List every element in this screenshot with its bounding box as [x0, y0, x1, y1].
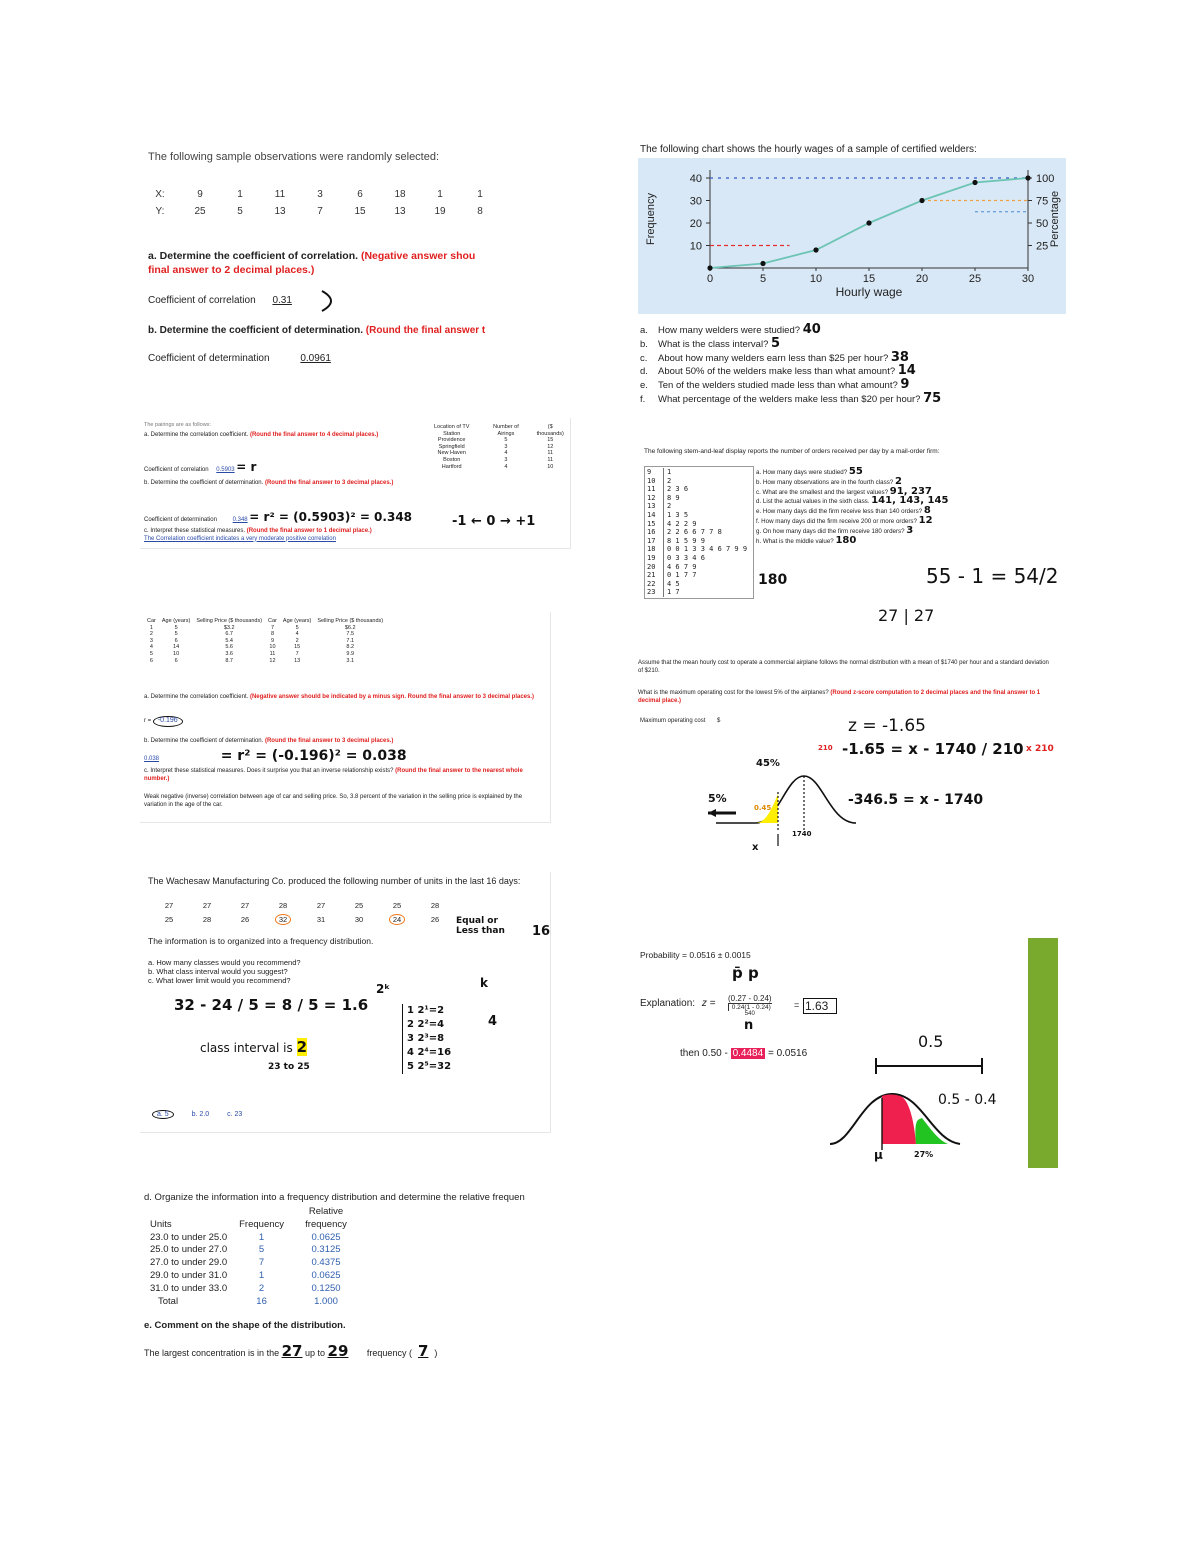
stem-row: 16 2 2 6 6 7 7 8 — [647, 528, 722, 537]
table-cell: 6.7 — [225, 631, 233, 638]
xy-table — [140, 186, 500, 220]
question-list — [640, 324, 941, 407]
car-price-table — [144, 618, 386, 664]
handwritten-answer: 5 — [771, 335, 781, 351]
answer-c: c. 23 — [227, 1111, 243, 1118]
unit-cell: 24 — [378, 912, 416, 926]
table-cell: 0.0625 — [311, 1270, 341, 1282]
table-cell: Springfield — [438, 443, 465, 450]
stem-row: 9 1 — [647, 468, 672, 476]
table-cell: Hartford — [441, 463, 462, 470]
hand-eq: -1.65 = x - 1740 / 210 — [842, 740, 1024, 758]
stem-row: 19 0 3 3 4 6 — [647, 553, 705, 562]
det-answer: Coefficient of determination 0.0961 — [148, 353, 331, 364]
question-b: b. Determine the coefficient of determination. (Round the final answer to 3 decimal places.) — [144, 738, 394, 744]
units-table — [150, 898, 454, 926]
table-cell: 9 — [270, 637, 275, 644]
hand-interval: class interval is 2 — [200, 1038, 308, 1056]
y-tick-label: 40 — [689, 173, 702, 185]
k-row: 2 2²=4 — [407, 1019, 445, 1030]
tv-station-table — [422, 424, 570, 470]
header-cell: Car — [147, 618, 156, 624]
y-cell: 19 — [434, 206, 446, 217]
question-b: b. What class interval would you suggest? — [148, 967, 288, 976]
question-item: g. On how many days did the firm receive 180 orders? 3 — [756, 524, 914, 536]
k-row: 5 2⁵=32 — [407, 1061, 452, 1072]
table-cell: Total — [158, 1295, 179, 1307]
table-cell: 5 — [295, 624, 299, 631]
y2-tick-label: 75 — [1036, 195, 1049, 208]
scale-sketch: -1 ← 0 → +1 — [452, 514, 536, 529]
question-item: e. How many days did the firm receive less than 140 orders? 8 — [756, 505, 931, 517]
table-cell: 11 — [547, 456, 554, 463]
intro-text: The following stem-and-leaf display reports the number of orders received per day by a mail-order firm: — [644, 448, 940, 455]
question-list — [756, 468, 1056, 546]
correlation-exercise-2 — [140, 418, 571, 549]
table-cell: 3 — [504, 443, 508, 450]
welders-ogive-exercise — [636, 140, 1066, 410]
correlation-exercise-1 — [140, 140, 560, 380]
hand-n: n — [744, 1018, 754, 1033]
question-a: a. Determine the coefficient of correlation. (Negative answer shou final answer to 2 decimal places.) — [148, 250, 476, 276]
x-label: X: — [155, 189, 165, 200]
table-cell: 1 — [149, 624, 153, 631]
handwritten-answer: 2 — [894, 475, 902, 487]
stem-row: 21 0 1 7 7 — [647, 571, 697, 580]
table-cell: 5 — [149, 650, 153, 657]
bell-curve-sketch — [696, 768, 866, 858]
question-list — [148, 958, 301, 985]
table-cell: 2 — [258, 1282, 265, 1294]
question-item: a. How many welders were studied? 40 — [640, 322, 821, 337]
header-cell: Car — [268, 618, 277, 624]
x-tick-label: 5 — [759, 273, 767, 285]
header-cell: Age (years) — [161, 618, 191, 624]
hand-45: 45% — [756, 758, 780, 769]
table-cell: 6 — [174, 657, 178, 664]
answers — [152, 1110, 242, 1119]
table-cell: 7.1 — [346, 637, 355, 644]
stem-row: 14 1 3 5 — [647, 510, 689, 519]
table-cell: 6 — [149, 657, 153, 664]
table-cell: 25.0 to under 27.0 — [150, 1244, 228, 1256]
handwritten-answer: 141, 143, 145 — [871, 495, 949, 507]
answer-c: Weak negative (inverse) correlation between age of car and selling price. So, 3.8 percent of the variation in the selling price is explained by the variation in the age of the car. — [144, 794, 523, 808]
handwritten-answer: 40 — [802, 322, 821, 337]
hand-split: 27 | 27 — [878, 606, 935, 625]
stem-leaf-display — [644, 466, 754, 599]
info-text: The information is to organized into a frequency distribution. — [148, 936, 374, 946]
stem-row: 15 4 2 2 9 — [647, 519, 697, 528]
unit-cell: 32 — [264, 912, 302, 926]
y-axis-label: Frequency — [645, 193, 657, 245]
stem-row: 20 4 6 7 9 — [647, 562, 697, 571]
question-c: c. Interpret these statistical measures. (Round the final answer to 1 decimal place.) The Correlation coefficient indicates a very moderate positive correlation — [144, 528, 372, 542]
hand-diff: 0.5 - 0.4 — [938, 1092, 997, 1108]
r-answer: r = -0.196 — [144, 716, 183, 727]
header-cell: Frequency — [239, 1218, 285, 1230]
y-tick-label: 30 — [689, 195, 702, 208]
table-cell: 4 — [149, 644, 153, 651]
header-cell: Selling Price ($ thousands) — [317, 618, 384, 624]
table-cell: 3 — [504, 456, 508, 463]
intro-text: Assume that the mean hourly cost to operate a commercial airplane follows the normal distribution with a mean of $1740 per hour and a standard deviation of $210. — [638, 660, 1049, 674]
z-result: 1.63 — [803, 998, 837, 1014]
handwritten-answer: 75 — [923, 390, 942, 406]
y-cell: 8 — [477, 206, 483, 217]
table-cell: 29.0 to under 31.0 — [150, 1270, 228, 1282]
x-tick-label: 15 — [862, 273, 876, 285]
table-cell: New Haven — [437, 450, 466, 457]
then-line: then 0.50 - 0.4484 = 0.0516 — [680, 1048, 808, 1059]
unit-cell: 26 — [430, 914, 440, 924]
table-cell: 5 — [174, 624, 178, 631]
frequency-distribution-exercise — [140, 1188, 580, 1368]
handwritten-answer: 180 — [835, 534, 857, 546]
table-cell: 12 — [547, 443, 554, 450]
intro-text: The Wachesaw Manufacturing Co. produced the following number of units in the last 16 days: — [148, 876, 521, 886]
correlation-exercise-3 — [140, 612, 551, 823]
probability-text: Probability = 0.0516 ± 0.0015 — [640, 950, 751, 960]
x-tick-label: 25 — [968, 273, 982, 285]
table-cell: 5 — [174, 631, 178, 638]
question-a: a. How many classes would you recommend? — [148, 958, 301, 967]
det-answer: Coefficient of determination 0.348 = r² = (0.5903)² = 0.348 — [144, 510, 413, 524]
unit-cell: 31 — [316, 914, 326, 924]
hand-z: z = -1.65 — [848, 716, 926, 736]
stem-row: 10 2 — [647, 476, 672, 485]
table-cell: 13 — [294, 657, 301, 664]
unit-cell: 25 — [354, 900, 364, 910]
hand-05: 0.5 — [918, 1032, 944, 1051]
table-cell: 0.0625 — [311, 1231, 341, 1243]
table-cell: 9.9 — [346, 650, 355, 657]
stem-row: 11 2 3 6 — [647, 485, 689, 494]
table-cell: 1 — [258, 1270, 265, 1282]
x-tick-label: 20 — [915, 273, 929, 285]
table-cell: 5 — [504, 437, 508, 444]
det-value: 0.0961 — [300, 353, 331, 364]
handwritten-answer: 91, 237 — [889, 485, 932, 497]
table-cell: 10 — [173, 650, 180, 657]
corr-answer: Coefficient of correlation 0.5903 = r — [144, 460, 257, 474]
table-cell: 10 — [547, 463, 554, 470]
table-cell: 8.2 — [346, 644, 355, 651]
table-cell: 4 — [504, 463, 508, 470]
table-cell: 7 — [295, 650, 299, 657]
green-side-bar — [1028, 938, 1058, 1168]
answer-a: a. 5 — [152, 1110, 174, 1119]
question-item: a. How many days were studied? 55 — [756, 466, 863, 477]
corr-answer: Coefficient of correlation 0.31 — [148, 294, 292, 307]
question-item: f. How many days did the firm receive 200 or more orders? 12 — [756, 514, 933, 526]
hand-res: -346.5 = x - 1740 — [848, 792, 984, 808]
question-b: b. Determine the coefficient of determination. (Round the final answer t — [148, 325, 486, 336]
x-cell: 1 — [237, 189, 243, 200]
y-cell: 13 — [394, 206, 406, 217]
unit-cell: 27 — [202, 900, 212, 910]
table-cell: 23.0 to under 25.0 — [150, 1231, 228, 1243]
table-cell: 3 — [149, 637, 153, 644]
hand-equal: Equal or Less than — [456, 916, 505, 936]
k-table — [402, 1004, 451, 1074]
table-cell: 5.4 — [225, 637, 233, 644]
handwritten-answer: 12 — [918, 514, 933, 526]
header-cell: ($ thousands) — [536, 424, 564, 437]
hand-210: 210 — [818, 744, 833, 752]
table-cell: 15 — [294, 644, 301, 651]
hand-5: 5% — [708, 792, 727, 805]
x-tick-label: 10 — [809, 273, 823, 285]
stem-row: 13 2 — [647, 502, 672, 511]
y-tick-label: 10 — [689, 240, 702, 253]
hand-mu: μ — [874, 1148, 883, 1162]
hand-p: p̄ p — [732, 964, 759, 982]
hand-calc: 32 - 24 / 5 = 8 / 5 = 1.6 — [174, 996, 369, 1014]
question-item: b. How many observations are in the fourth class? 2 — [756, 475, 902, 487]
stem-row: 23 1 7 — [647, 588, 680, 597]
table-cell: 0.3125 — [311, 1244, 341, 1256]
table-cell: 3.6 — [225, 650, 233, 657]
question-item: b. What is the class interval? 5 — [640, 335, 781, 351]
corr-value: 0.31 — [272, 295, 292, 306]
table-cell: 8 — [270, 631, 275, 638]
table-cell: 0.4375 — [311, 1257, 341, 1269]
table-cell: 11 — [547, 450, 554, 457]
stem-row: 17 8 1 5 9 9 — [647, 536, 705, 545]
table-cell: 12 — [269, 657, 276, 664]
question-item: f. What percentage of the welders make less than $20 per hour? 75 — [640, 390, 942, 406]
table-cell: 8.7 — [225, 657, 233, 664]
hand-1740: 1740 — [792, 830, 812, 838]
pairings-text: The pairings are as follows: — [144, 422, 211, 428]
header-cell: Location of TV Station — [434, 424, 470, 437]
question-e: e. Comment on the shape of the distribution. — [144, 1320, 346, 1331]
table-cell: 0.1250 — [311, 1282, 341, 1294]
hand-k: k — [480, 976, 488, 990]
table-cell: 4 — [295, 631, 299, 638]
data-point — [707, 265, 712, 270]
table-cell: 7 — [270, 624, 275, 631]
unit-cell: 25 — [164, 914, 174, 924]
data-point — [760, 261, 765, 266]
question-item: c. What are the smallest and the largest values? 91, 237 — [756, 485, 932, 497]
table-cell: 2 — [295, 637, 299, 644]
y2-axis-label: Percentage — [1049, 190, 1061, 248]
x-cell: 9 — [197, 189, 203, 200]
normal-distribution-exercise — [636, 658, 1066, 858]
k-row: 4 2⁴=16 — [407, 1047, 452, 1058]
hand-180: 180 — [758, 572, 788, 588]
stem-row: 22 4 5 — [647, 579, 680, 588]
question-c: c. What lower limit would you recommend? — [148, 976, 291, 985]
table-cell: 16 — [256, 1295, 267, 1307]
unit-cell: 28 — [430, 900, 440, 910]
question-b: b. Determine the coefficient of determination. (Round the final answer to 3 decimal places.) — [144, 480, 394, 486]
handwritten-answer: 8 — [923, 505, 931, 517]
x-cell: 1 — [477, 189, 483, 200]
header-cell: Number of Airings — [493, 424, 519, 437]
x-cell: 3 — [317, 189, 323, 200]
unit-cell: 28 — [202, 914, 212, 924]
table-cell: 15 — [547, 437, 554, 444]
frequency-table — [144, 1206, 362, 1309]
table-cell: 1 — [258, 1231, 265, 1243]
answer-line: Maximum operating cost $ — [640, 718, 721, 724]
y-cell: 13 — [274, 206, 286, 217]
x-axis-label: Hourly wage — [835, 285, 903, 299]
question-a: a. Determine the correlation coefficient. (Round the final answer to 4 decimal places.) — [144, 432, 379, 438]
table-cell: $3.2 — [223, 624, 235, 631]
x-tick-label: 0 — [706, 273, 714, 285]
table-cell: 1.000 — [314, 1295, 338, 1307]
y2-tick-label: 25 — [1036, 240, 1049, 253]
table-cell: 5.6 — [225, 644, 233, 651]
data-point — [919, 198, 924, 203]
x-cell: 11 — [274, 189, 286, 200]
frequency-classes-exercise — [140, 872, 551, 1133]
z-fraction — [728, 994, 772, 1017]
hand-mult: x 210 — [1026, 744, 1054, 754]
hand-calc: 55 - 1 = 54/2 — [926, 564, 1059, 588]
question-d: d. Organize the information into a frequency distribution and determine the relative frequen — [144, 1192, 525, 1203]
question: What is the maximum operating cost for the lowest 5% of the airplanes? (Round z-score computation to 2 decimal places and the final answer to 1 decimal place.) — [638, 690, 1041, 704]
header-cell: Units — [150, 1218, 172, 1230]
table-cell: 14 — [173, 644, 180, 651]
z-numerator: (0.27 - 0.24) — [728, 994, 772, 1003]
hand-045: 0.45 — [754, 804, 772, 812]
y-cell: 5 — [237, 206, 243, 217]
hand-27: 27% — [914, 1150, 934, 1159]
question-item: d. List the actual values in the sixth class. 141, 143, 145 — [756, 495, 949, 507]
equals: = — [794, 1000, 800, 1010]
x-cell: 1 — [437, 189, 443, 200]
table-cell: Providence — [437, 437, 466, 444]
det-answer: 0.038 = r² = (-0.196)² = 0.038 — [144, 748, 407, 764]
hand-2k: 2ᵏ — [376, 982, 391, 996]
hand-16: 16 — [532, 924, 551, 939]
stem-leaf-exercise — [640, 444, 1060, 644]
k-row: 1 2¹=2 — [407, 1005, 445, 1016]
question-item: e. Ten of the welders studied made less than what amount? 9 — [640, 377, 910, 393]
y-cell: 25 — [194, 206, 206, 217]
unit-cell: 27 — [240, 900, 250, 910]
table-cell: 7.5 — [346, 631, 355, 638]
z-sample-size: 540 — [744, 1011, 755, 1017]
table-cell: 6 — [174, 637, 178, 644]
question-item: h. What is the middle value? 180 — [756, 534, 857, 546]
stem-row: 18 0 0 1 3 3 4 6 7 9 9 — [647, 545, 748, 554]
table-cell: Boston — [443, 456, 461, 463]
x-cell: 18 — [394, 189, 406, 200]
proportion-exercise — [636, 938, 1058, 1168]
intro-text: The following chart shows the hourly wages of a sample of certified welders: — [640, 144, 977, 155]
y-cell: 15 — [354, 206, 366, 217]
unit-cell: 26 — [240, 914, 250, 924]
data-point — [1025, 175, 1030, 180]
unit-cell: 27 — [316, 900, 326, 910]
x-tick-label: 30 — [1021, 273, 1035, 285]
table-cell: 7 — [258, 1257, 265, 1269]
normal-area-sketch — [822, 1084, 972, 1164]
handwritten-answer: 14 — [897, 363, 916, 379]
header-cell: Age (years) — [282, 618, 312, 624]
data-point — [813, 247, 818, 252]
handwritten-answer: 38 — [890, 349, 909, 365]
handwritten-answer: 9 — [900, 377, 910, 393]
question-a: a. Determine the correlation coefficient. (Negative answer should be indicated by a minus sign. Round the final answer to 3 decimal places.) — [144, 694, 535, 700]
z-denominator: 0.24(1 - 0.24) — [728, 1003, 772, 1011]
table-cell: $6.2 — [344, 624, 356, 631]
unit-cell: 27 — [164, 900, 174, 910]
bracket-sketch — [872, 1054, 988, 1078]
table-cell: 3.1 — [346, 657, 355, 664]
handwritten-answer: 55 — [848, 466, 863, 477]
table-cell: 10 — [269, 644, 276, 651]
table-cell: 2 — [149, 631, 153, 638]
answer-e: The largest concentration is in the 27 up to 29 frequency ( 7 ) — [144, 1342, 438, 1360]
y2-tick-label: 50 — [1036, 218, 1049, 230]
question-c: c. Interpret these statistical measures. Does it surprise you that an inverse relationship exists? (Round the final answer to the nearest whole number.) — [144, 768, 523, 782]
intro-text: The following sample observations were randomly selected: — [148, 151, 440, 163]
y-tick-label: 20 — [689, 218, 702, 230]
handwritten-answer: 3 — [906, 524, 914, 536]
header-cell: Relative frequency — [305, 1206, 347, 1230]
data-point — [972, 180, 977, 185]
y2-tick-label: 100 — [1036, 173, 1055, 185]
hand-range: 23 to 25 — [268, 1062, 310, 1072]
table-cell: 27.0 to under 29.0 — [150, 1257, 228, 1269]
stem-row: 12 8 9 — [647, 493, 680, 502]
table-cell: 4 — [504, 450, 508, 457]
data-point — [866, 220, 871, 225]
unit-cell: 30 — [354, 914, 364, 924]
explanation: Explanation: z = — [640, 998, 716, 1009]
handwritten-bracket-icon — [320, 288, 342, 314]
table-cell: 31.0 to under 33.0 — [150, 1282, 228, 1294]
y-cell: 7 — [317, 206, 323, 217]
k-row: 3 2³=8 — [407, 1033, 445, 1044]
unit-cell: 25 — [392, 900, 402, 910]
header-cell: Selling Price ($ thousands) — [196, 618, 263, 624]
unit-cell: 28 — [278, 900, 288, 910]
ogive-chart — [638, 158, 1066, 314]
y-label: Y: — [155, 206, 165, 217]
table-cell: 5 — [258, 1244, 265, 1256]
hand-4: 4 — [488, 1014, 498, 1029]
table-cell: 11 — [269, 650, 276, 657]
x-cell: 6 — [357, 189, 363, 200]
question-item: d. About 50% of the welders make less than what amount? 14 — [640, 363, 916, 379]
hand-x: x — [752, 842, 759, 853]
question-item: c. About how many welders earn less than $25 per hour? 38 — [640, 349, 909, 365]
answer-b: b. 2.0 — [191, 1111, 210, 1118]
